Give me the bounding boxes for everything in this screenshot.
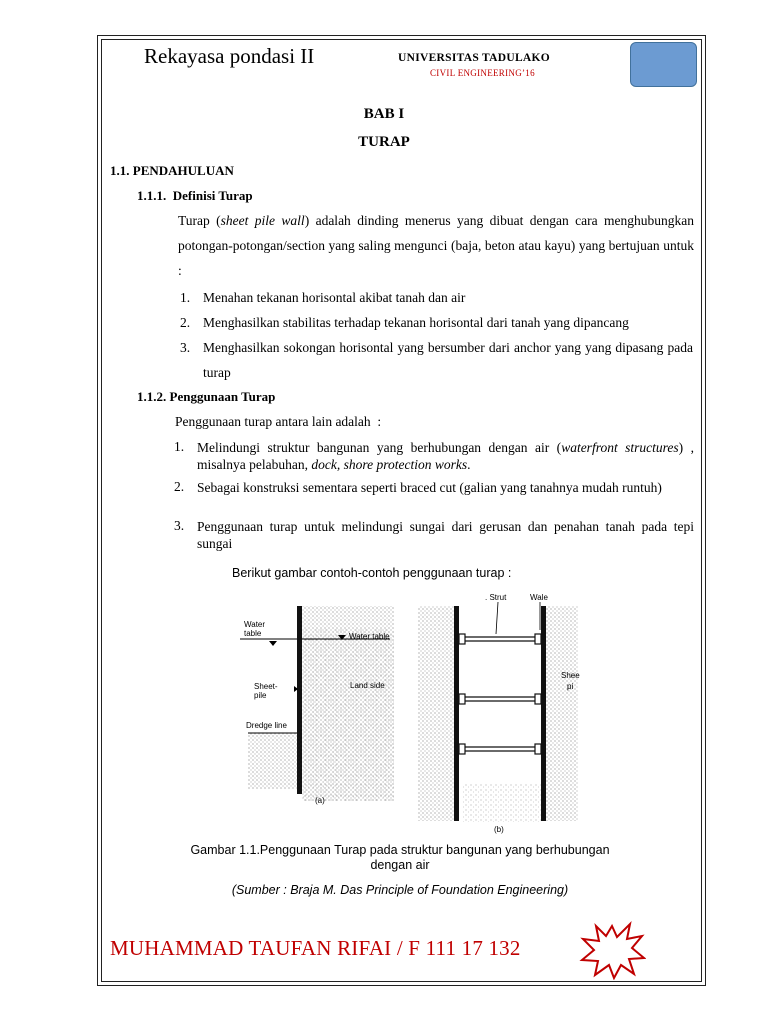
definition-paragraph: Turap (sheet pile wall) adalah dinding menerus yang dibuat dengan cara menghubungkan potongan-potongan/section yang saling mengunci (baja, beton atau kayu) yang bertujuan untuk : <box>178 213 694 278</box>
list-item-usage-3: Penggunaan turap untuk melindungi sungai dari gerusan dan penahan tanah pada tepi sungai <box>197 519 694 551</box>
course-title: Rekayasa pondasi II <box>144 44 315 68</box>
list-number: 3. <box>180 340 191 355</box>
chapter-number: BAB I <box>363 106 405 122</box>
chapter-title: TURAP <box>358 134 410 150</box>
list-item-usage-2: Sebagai konstruksi sementara seperti braced cut (galian yang tanahnya mudah runtuh) <box>197 480 662 495</box>
label-water-table-left: Water table <box>244 620 266 638</box>
list-item-purpose-2: Menghasilkan stabilitas terhadap tekanan horisontal dari tanah yang dipancang <box>203 315 629 330</box>
section-heading-penggunaan: 1.1.2. Penggunaan Turap <box>137 389 276 404</box>
figure-intro: Berikut gambar contoh-contoh penggunaan turap : <box>232 566 512 580</box>
list-number: 3. <box>174 518 185 533</box>
usage-intro: Penggunaan turap antara lain adalah : <box>175 414 382 429</box>
list-item-purpose-3: Menghasilkan sokongan horisontal yang bersumber dari anchor yang yang dipasang pada turap <box>203 340 693 380</box>
department-name: CIVIL ENGINEERING’16 <box>430 68 535 78</box>
label-wale: Wale <box>530 593 548 602</box>
list-item-usage-1: Melindungi struktur bangunan yang berhubungan dengan air (waterfront structures) , misalnya pelabuhan, dock, shore protection works. <box>197 440 695 472</box>
figure-a-waterfront-sheet-pile <box>240 583 400 815</box>
label-dredge-line: Dredge line <box>246 721 287 730</box>
list-number: 1. <box>180 290 191 305</box>
label-land-side: Land side <box>350 681 385 690</box>
university-name: UNIVERSITAS TADULAKO <box>398 52 551 64</box>
section-heading-definisi: 1.1.1. Definisi Turap <box>137 188 253 203</box>
list-number: 1. <box>174 439 185 454</box>
header-logo-box <box>630 42 697 87</box>
author-footer: MUHAMMAD TAUFAN RIFAI / F 111 17 132 <box>110 936 521 960</box>
label-water-table-right: Water table <box>349 632 390 641</box>
page-border-inner <box>101 39 702 982</box>
figure-source: (Sumber : Braja M. Das Principle of Foundation Engineering) <box>231 883 569 897</box>
explosion-star-icon <box>578 920 646 980</box>
label-strut: . Strut <box>485 593 507 602</box>
list-number: 2. <box>174 479 185 494</box>
label-sheet-pile-b: Shee pi <box>561 671 580 691</box>
figure-b-braced-cut <box>410 588 590 838</box>
list-item-purpose-1: Menahan tekanan horisontal akibat tanah dan air <box>203 290 466 305</box>
label-figure-b: (b) <box>494 825 504 834</box>
figure-caption: Gambar 1.1.Penggunaan Turap pada struktur bangunan yang berhubungan dengan air <box>190 843 610 872</box>
label-sheet-pile-a: Sheet-pile <box>254 682 278 700</box>
list-number: 2. <box>180 315 191 330</box>
label-figure-a: (a) <box>315 796 325 805</box>
section-heading-pendahuluan: 1.1. PENDAHULUAN <box>110 163 234 178</box>
